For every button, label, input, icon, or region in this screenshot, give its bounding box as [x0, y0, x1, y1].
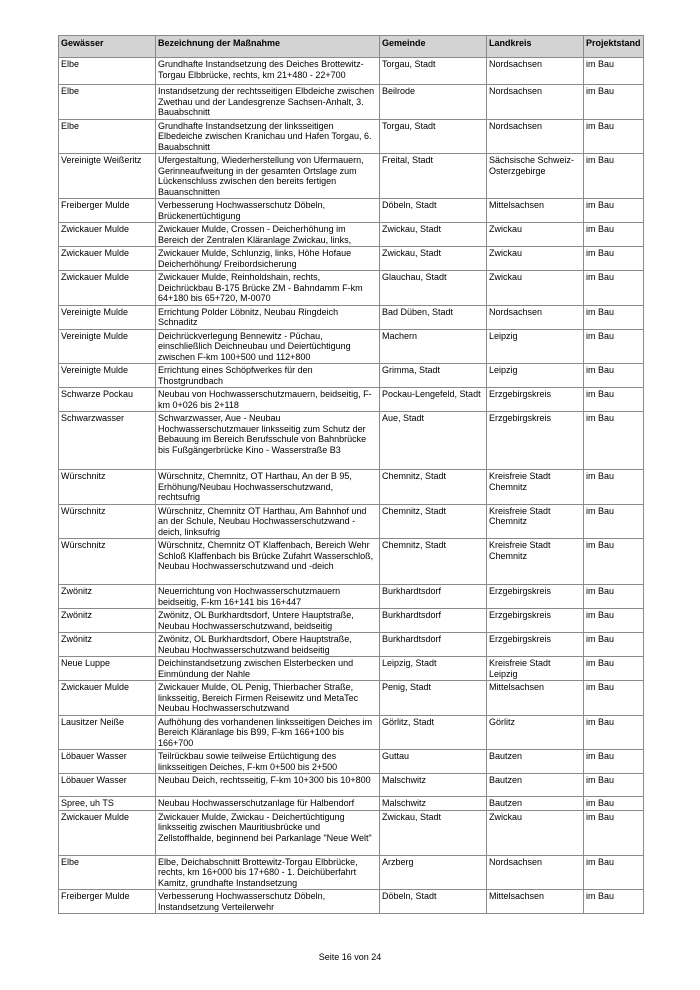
cell-projektstand: im Bau — [584, 329, 644, 364]
cell-bezeichnung: Deichrückverlegung Bennewitz - Püchau, einschließlich Deichneubau und Deiertüchtigung zwischen F-km 100+500 und 112+800 — [156, 329, 380, 364]
cell-landkreis: Zwickau — [487, 271, 584, 306]
cell-gewaesser: Schwarze Pockau — [59, 388, 156, 412]
table-row — [59, 890, 644, 914]
cell-bezeichnung: Teilrückbau sowie teilweise Ertüchtigung des linksseitigen Deiches, F-km 0+500 bis 2+500 — [156, 750, 380, 774]
table-row — [59, 715, 644, 750]
cell-projektstand: im Bau — [584, 609, 644, 633]
measures-table — [58, 35, 644, 914]
cell-bezeichnung: Zwönitz, OL Burkhardtsdorf, Untere Hauptstraße, Neubau Hochwasserschutzwand, beidseitig — [156, 609, 380, 633]
cell-bezeichnung: Ufergestaltung, Wiederherstellung von Ufermauern, Gerinneaufweitung in der gesamten Ortslage zum Lückenschluss zwischen den bereits fertigen Bauanschnitten — [156, 154, 380, 199]
cell-gewaesser: Zwickauer Mulde — [59, 810, 156, 855]
table-row — [59, 681, 644, 716]
cell-landkreis: Kreisfreie Stadt Leipzig — [487, 657, 584, 681]
cell-gewaesser: Würschnitz — [59, 504, 156, 539]
cell-gewaesser: Elbe — [59, 58, 156, 85]
cell-gemeinde: Malschwitz — [380, 797, 487, 811]
cell-projektstand: im Bau — [584, 855, 644, 890]
cell-landkreis: Kreisfreie Stadt Chemnitz — [487, 470, 584, 505]
cell-gewaesser: Elbe — [59, 85, 156, 120]
cell-gewaesser: Würschnitz — [59, 470, 156, 505]
cell-projektstand: im Bau — [584, 797, 644, 811]
header-landkreis: Landkreis — [487, 36, 584, 58]
cell-landkreis: Kreisfreie Stadt Chemnitz — [487, 539, 584, 585]
cell-gemeinde: Zwickau, Stadt — [380, 223, 487, 247]
table-row — [59, 364, 644, 388]
cell-gemeinde: Burkhardtsdorf — [380, 609, 487, 633]
cell-projektstand: im Bau — [584, 890, 644, 914]
table-row — [59, 470, 644, 505]
cell-gewaesser: Würschnitz — [59, 539, 156, 585]
table-row — [59, 119, 644, 154]
cell-gewaesser: Vereinigte Mulde — [59, 305, 156, 329]
cell-projektstand: im Bau — [584, 58, 644, 85]
cell-projektstand: im Bau — [584, 715, 644, 750]
cell-bezeichnung: Würschnitz, Chemnitz OT Harthau, Am Bahnhof und an der Schule, Neubau Hochwasserschutzwand - deich, linksufrig — [156, 504, 380, 539]
cell-gemeinde: Bad Düben, Stadt — [380, 305, 487, 329]
cell-projektstand: im Bau — [584, 750, 644, 774]
cell-gemeinde: Leipzig, Stadt — [380, 657, 487, 681]
cell-gemeinde: Döbeln, Stadt — [380, 890, 487, 914]
cell-landkreis: Mittelsachsen — [487, 681, 584, 716]
cell-projektstand: im Bau — [584, 154, 644, 199]
cell-gewaesser: Vereinigte Mulde — [59, 364, 156, 388]
cell-gewaesser: Löbauer Wasser — [59, 774, 156, 797]
cell-gewaesser: Vereinigte Mulde — [59, 329, 156, 364]
cell-bezeichnung: Schwarzwasser, Aue - Neubau Hochwasserschutzmauer linksseitig zum Schutz der Bebauung im Bereich Berufsschule von Bahnbrücke bis Fußgängerbrücke Kino - Wasserstraße B3 — [156, 412, 380, 470]
cell-projektstand: im Bau — [584, 305, 644, 329]
cell-landkreis: Leipzig — [487, 364, 584, 388]
cell-bezeichnung: Grundhafte Instandsetzung des Deiches Brottewitz-Torgau Elbbrücke, rechts, km 21+480 - 22+700 — [156, 58, 380, 85]
table-row — [59, 750, 644, 774]
cell-bezeichnung: Würschnitz, Chemnitz, OT Harthau, An der B 95, Erhöhung/Neubau Hochwasserschutzwand, rechtsufrig — [156, 470, 380, 505]
cell-gewaesser: Lausitzer Neiße — [59, 715, 156, 750]
table-row — [59, 305, 644, 329]
cell-gewaesser: Spree, uh TS — [59, 797, 156, 811]
table-row — [59, 539, 644, 585]
cell-projektstand: im Bau — [584, 681, 644, 716]
table-row — [59, 797, 644, 811]
cell-gemeinde: Chemnitz, Stadt — [380, 470, 487, 505]
cell-gewaesser: Zwickauer Mulde — [59, 681, 156, 716]
cell-projektstand: im Bau — [584, 657, 644, 681]
cell-bezeichnung: Instandsetzung der rechtsseitigen Elbdeiche zwischen Zwethau und der Landesgrenze Sachsen-Anhalt, 3. Bauabschnitt — [156, 85, 380, 120]
cell-landkreis: Erzgebirgskreis — [487, 412, 584, 470]
cell-projektstand: im Bau — [584, 504, 644, 539]
cell-projektstand: im Bau — [584, 199, 644, 223]
cell-landkreis: Görlitz — [487, 715, 584, 750]
cell-gemeinde: Döbeln, Stadt — [380, 199, 487, 223]
cell-gemeinde: Glauchau, Stadt — [380, 271, 487, 306]
cell-bezeichnung: Aufhöhung des vorhandenen linksseitigen Deiches im Bereich Kläranlage bis B99, F-km 166+100 bis 166+700 — [156, 715, 380, 750]
cell-bezeichnung: Neubau Deich, rechtsseitig, F-km 10+300 bis 10+800 — [156, 774, 380, 797]
cell-gewaesser: Freiberger Mulde — [59, 199, 156, 223]
table-row — [59, 585, 644, 609]
cell-bezeichnung: Grundhafte Instandsetzung der linksseitigen Elbedeiche zwischen Kranichau und Hafen Torgau, 6. Bauabschnitt — [156, 119, 380, 154]
cell-landkreis: Nordsachsen — [487, 58, 584, 85]
cell-gemeinde: Chemnitz, Stadt — [380, 504, 487, 539]
table-row — [59, 657, 644, 681]
cell-landkreis: Sächsische Schweiz-Osterzgebirge — [487, 154, 584, 199]
cell-gewaesser: Elbe — [59, 855, 156, 890]
cell-projektstand: im Bau — [584, 271, 644, 306]
cell-landkreis: Erzgebirgskreis — [487, 388, 584, 412]
cell-projektstand: im Bau — [584, 470, 644, 505]
cell-bezeichnung: Neubau von Hochwasserschutzmauern, beidseitig, F-km 0+026 bis 2+118 — [156, 388, 380, 412]
cell-gemeinde: Torgau, Stadt — [380, 58, 487, 85]
cell-gemeinde: Beilrode — [380, 85, 487, 120]
cell-gemeinde: Machern — [380, 329, 487, 364]
cell-gemeinde: Burkhardtsdorf — [380, 633, 487, 657]
cell-bezeichnung: Elbe, Deichabschnitt Brottewitz-Torgau Elbbrücke, rechts, km 16+000 bis 17+680 - 1. Deichüberfahrt Kamitz, grundhafte Instandsetzung — [156, 855, 380, 890]
cell-gemeinde: Torgau, Stadt — [380, 119, 487, 154]
header-projektstand: Projektstand — [584, 36, 644, 58]
cell-landkreis: Nordsachsen — [487, 119, 584, 154]
table-row — [59, 85, 644, 120]
header-gemeinde: Gemeinde — [380, 36, 487, 58]
cell-bezeichnung: Verbesserung Hochwasserschutz Döbeln, Instandsetzung Verteilerwehr — [156, 890, 380, 914]
table-row — [59, 154, 644, 199]
table-row — [59, 855, 644, 890]
cell-projektstand: im Bau — [584, 223, 644, 247]
cell-projektstand: im Bau — [584, 810, 644, 855]
cell-projektstand: im Bau — [584, 774, 644, 797]
table-row — [59, 247, 644, 271]
cell-landkreis: Bautzen — [487, 750, 584, 774]
table-row — [59, 388, 644, 412]
table-body — [59, 58, 644, 914]
table-row — [59, 609, 644, 633]
cell-gemeinde: Chemnitz, Stadt — [380, 539, 487, 585]
cell-landkreis: Zwickau — [487, 247, 584, 271]
cell-gemeinde: Grimma, Stadt — [380, 364, 487, 388]
cell-gemeinde: Burkhardtsdorf — [380, 585, 487, 609]
cell-landkreis: Erzgebirgskreis — [487, 609, 584, 633]
cell-landkreis: Zwickau — [487, 223, 584, 247]
cell-landkreis: Nordsachsen — [487, 85, 584, 120]
cell-projektstand: im Bau — [584, 388, 644, 412]
cell-bezeichnung: Zwickauer Mulde, OL Penig, Thierbacher Straße, linksseitig, Bereich Firmen Reisewitz und MetaTec Neubau Hochwasserschutzwand — [156, 681, 380, 716]
cell-bezeichnung: Zwickauer Mulde, Schlunzig, links, Höhe Hofaue Deicherhöhung/ Freibordsicherung — [156, 247, 380, 271]
cell-gewaesser: Vereinigte Weißeritz — [59, 154, 156, 199]
cell-landkreis: Mittelsachsen — [487, 890, 584, 914]
cell-landkreis: Leipzig — [487, 329, 584, 364]
cell-gewaesser: Schwarzwasser — [59, 412, 156, 470]
table-row — [59, 199, 644, 223]
cell-gewaesser: Zwönitz — [59, 585, 156, 609]
cell-gewaesser: Zwickauer Mulde — [59, 271, 156, 306]
header-gewaesser: Gewässer — [59, 36, 156, 58]
table-row — [59, 633, 644, 657]
cell-gemeinde: Pockau-Lengefeld, Stadt — [380, 388, 487, 412]
cell-gemeinde: Zwickau, Stadt — [380, 247, 487, 271]
cell-landkreis: Mittelsachsen — [487, 199, 584, 223]
cell-landkreis: Erzgebirgskreis — [487, 585, 584, 609]
cell-gewaesser: Löbauer Wasser — [59, 750, 156, 774]
cell-projektstand: im Bau — [584, 247, 644, 271]
cell-bezeichnung: Neubau Hochwasserschutzanlage für Halbendorf — [156, 797, 380, 811]
cell-gewaesser: Neue Luppe — [59, 657, 156, 681]
cell-gemeinde: Görlitz, Stadt — [380, 715, 487, 750]
table-row — [59, 504, 644, 539]
cell-projektstand: im Bau — [584, 585, 644, 609]
header-bezeichnung: Bezeichnung der Maßnahme — [156, 36, 380, 58]
cell-bezeichnung: Würschnitz, Chemnitz OT Klaffenbach, Bereich Wehr Schloß Klaffenbach bis Brücke Zufahrt Wasserschloß, Neubau Hochwasserschutzwand und -deich — [156, 539, 380, 585]
cell-projektstand: im Bau — [584, 539, 644, 585]
cell-projektstand: im Bau — [584, 119, 644, 154]
cell-projektstand: im Bau — [584, 412, 644, 470]
cell-gemeinde: Penig, Stadt — [380, 681, 487, 716]
cell-bezeichnung: Zwickauer Mulde, Zwickau - Deichertüchtigung linksseitig zwischen Mauritiusbrücke und Zellstoffhalde, beginnend bei Parkanlage "Neue Welt" — [156, 810, 380, 855]
cell-projektstand: im Bau — [584, 364, 644, 388]
table-header-row — [59, 36, 644, 58]
cell-landkreis: Nordsachsen — [487, 305, 584, 329]
cell-gewaesser: Zwickauer Mulde — [59, 247, 156, 271]
table-row — [59, 58, 644, 85]
cell-bezeichnung: Deichinstandsetzung zwischen Elsterbecken und Einmündung der Nahle — [156, 657, 380, 681]
cell-landkreis: Bautzen — [487, 797, 584, 811]
cell-bezeichnung: Zwickauer Mulde, Reinholdshain, rechts, Deichrückbau B-175 Brücke ZM - Bahndamm F-km 64+180 bis 65+720, M-0070 — [156, 271, 380, 306]
cell-gemeinde: Arzberg — [380, 855, 487, 890]
cell-bezeichnung: Neuerrichtung von Hochwasserschutzmauern beidseitig, F-km 16+141 bis 16+447 — [156, 585, 380, 609]
table-row — [59, 329, 644, 364]
cell-gewaesser: Zwickauer Mulde — [59, 223, 156, 247]
cell-bezeichnung: Verbesserung Hochwasserschutz Döbeln, Brückenertüchtigung — [156, 199, 380, 223]
cell-landkreis: Zwickau — [487, 810, 584, 855]
cell-bezeichnung: Zwönitz, OL Burkhardtsdorf, Obere Hauptstraße, Neubau Hochwasserschutzwand beidseitig — [156, 633, 380, 657]
cell-gewaesser: Zwönitz — [59, 609, 156, 633]
cell-bezeichnung: Zwickauer Mulde, Crossen - Deicherhöhung im Bereich der Zentralen Kläranlage Zwickau, links, — [156, 223, 380, 247]
table-row — [59, 223, 644, 247]
page-number: Seite 16 von 24 — [318, 952, 382, 962]
cell-projektstand: im Bau — [584, 633, 644, 657]
cell-landkreis: Nordsachsen — [487, 855, 584, 890]
cell-gewaesser: Elbe — [59, 119, 156, 154]
table-row — [59, 271, 644, 306]
cell-landkreis: Erzgebirgskreis — [487, 633, 584, 657]
cell-landkreis: Bautzen — [487, 774, 584, 797]
table-row — [59, 810, 644, 855]
cell-landkreis: Kreisfreie Stadt Chemnitz — [487, 504, 584, 539]
cell-bezeichnung: Errichtung eines Schöpfwerkes für den Thostgrundbach — [156, 364, 380, 388]
table-row — [59, 774, 644, 797]
cell-bezeichnung: Errichtung Polder Löbnitz, Neubau Ringdeich Schnaditz — [156, 305, 380, 329]
cell-gemeinde: Malschwitz — [380, 774, 487, 797]
cell-gemeinde: Zwickau, Stadt — [380, 810, 487, 855]
cell-gemeinde: Guttau — [380, 750, 487, 774]
cell-gewaesser: Freiberger Mulde — [59, 890, 156, 914]
cell-gemeinde: Freital, Stadt — [380, 154, 487, 199]
cell-projektstand: im Bau — [584, 85, 644, 120]
table-row — [59, 412, 644, 470]
cell-gemeinde: Aue, Stadt — [380, 412, 487, 470]
cell-gewaesser: Zwönitz — [59, 633, 156, 657]
